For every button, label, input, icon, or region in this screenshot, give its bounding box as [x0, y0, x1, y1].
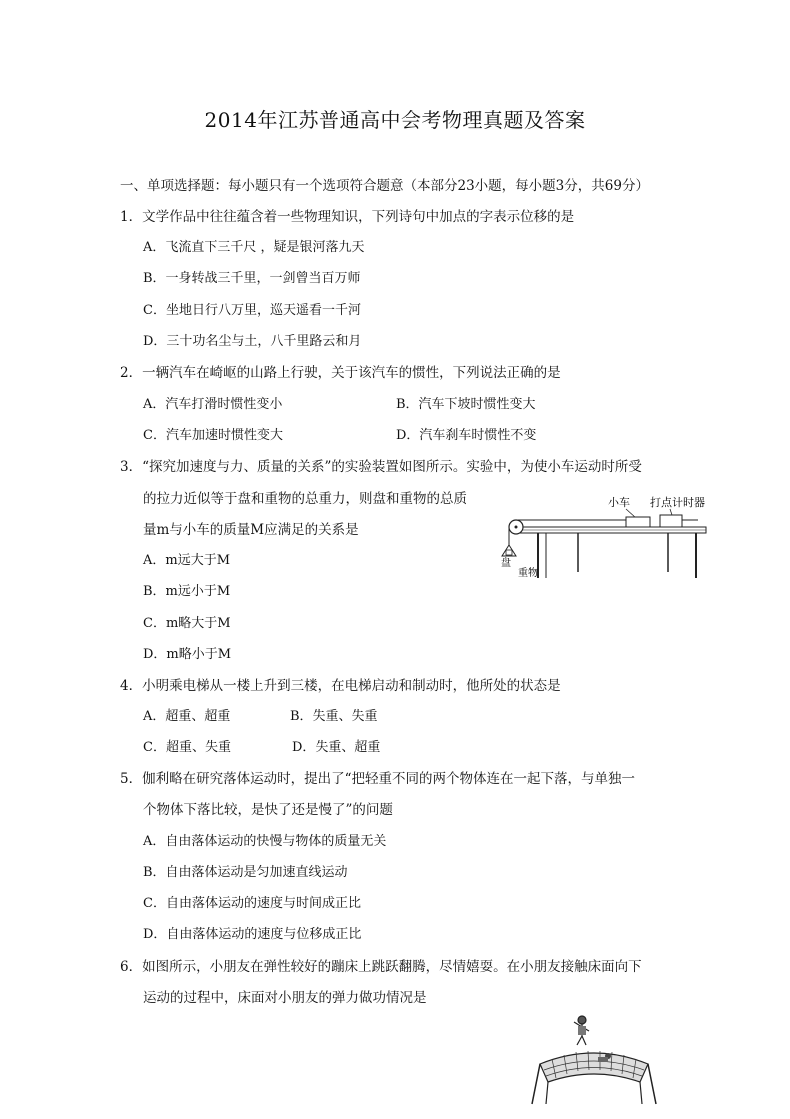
q4-option-d: D．失重、超重	[292, 740, 381, 755]
q5-stem-line1: 5．伽利略在研究落体运动时，提出了“把轻重不同的两个物体连在一起下落，与单独一	[120, 771, 635, 787]
q4-option-c: C．超重、失重	[143, 740, 231, 755]
page-title: 2014年江苏普通高中会考物理真题及答案	[204, 108, 586, 132]
q3-apparatus-figure	[498, 490, 713, 585]
q4-stem: 4．小明乘电梯从一楼上升到三楼，在电梯启动和制动时，他所处的状态是	[120, 678, 561, 694]
q1-option-a: A．飞流直下三千尺 ，疑是银河落九天	[143, 240, 365, 255]
q2-stem: 2．一辆汽车在崎岖的山路上行驶，关于该汽车的惯性，下列说法正确的是	[120, 365, 561, 381]
q5-option-a: A．自由落体运动的快慢与物体的质量无关	[143, 834, 387, 849]
q1-option-b: B．一身转战三千里，一剑曾当百万师	[143, 271, 361, 286]
q6-trampoline-figure	[528, 1012, 660, 1112]
timer-shape	[660, 515, 682, 527]
fig-timer-label: 打点计时器	[650, 496, 705, 509]
q3-option-c: C．m略大于M	[143, 616, 231, 631]
q2-option-c: C．汽车加速时惯性变大	[143, 428, 283, 443]
q2-option-d: D．汽车刹车时惯性不变	[396, 428, 537, 443]
q3-option-a: A．m远大于M	[143, 553, 231, 568]
q6-stem-line2: 运动的过程中，床面对小朋友的弹力做功情况是	[143, 990, 427, 1006]
child-figure	[574, 1016, 589, 1045]
q2-option-b: B．汽车下坡时惯性变大	[396, 397, 536, 412]
q3-option-d: D．m略小于M	[143, 647, 232, 662]
q2-option-a: A．汽车打滑时惯性变小	[143, 397, 283, 412]
section-heading: 一、单项选择题：每小题只有一个选项符合题意（本部分23小题，每小题3分，共69分）	[120, 178, 649, 194]
q5-option-c: C．自由落体运动的速度与时间成正比	[143, 896, 361, 911]
cart-shape	[626, 517, 650, 527]
q3-option-b: B．m远小于M	[143, 584, 231, 599]
q3-stem-line3: 量m与小车的质量M应满足的关系是	[143, 522, 359, 538]
q5-option-b: B．自由落体运动是匀加速直线运动	[143, 865, 348, 880]
q4-option-b: B．失重、失重	[290, 709, 378, 724]
q4-option-a: A．超重、超重	[143, 709, 231, 724]
q5-option-d: D．自由落体运动的速度与位移成正比	[143, 927, 362, 942]
q3-stem-line2: 的拉力近似等于盘和重物的总重力，则盘和重物的总质	[143, 491, 467, 507]
fig-pan-label: 盘	[501, 558, 511, 569]
fig-weight-label: 重物	[518, 568, 538, 579]
q6-stem-line1: 6．如图所示，小朋友在弹性较好的蹦床上跳跃翻腾，尽情嬉耍。在小朋友接触床面向下	[120, 959, 642, 975]
fig-cart-label: 小车	[608, 496, 630, 509]
q1-option-c: C．坐地日行八万里，巡天遥看一千河	[143, 303, 361, 318]
q1-option-d: D．三十功名尘与土，八千里路云和月	[143, 334, 362, 349]
q1-stem: 1．文学作品中往往蕴含着一些物理知识，下列诗句中加点的字表示位移的是	[120, 209, 575, 225]
q5-stem-line2: 个物体下落比较，是快了还是慢了”的问题	[143, 802, 393, 818]
q3-stem-line1: 3．“探究加速度与力、质量的关系”的实验装置如图所示。实验中，为使小车运动时所受	[120, 459, 642, 475]
